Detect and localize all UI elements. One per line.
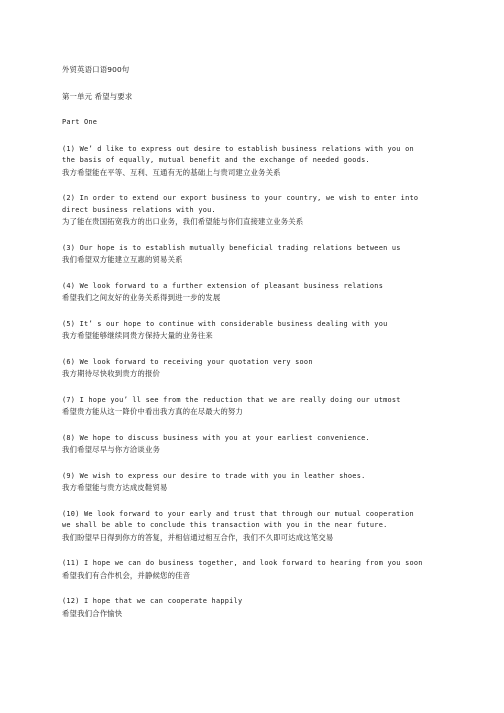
phrase-english-line: (12) I hope that we can cooperate happily [62, 597, 243, 605]
phrase-item [62, 558, 440, 581]
phrase-item [62, 471, 440, 494]
phrase-english-line: (1) We’ d like to express out desire to establish business relations with you on [62, 144, 414, 153]
phrase-chinese-translation: 我方希望能在平等、互利、互通有无的基础上与贵司建立业务关系 [62, 167, 281, 177]
phrase-item [62, 193, 440, 228]
phrase-chinese-translation: 我方希望能够继续同贵方保持大量的业务往来 [62, 331, 213, 340]
phrase-english-line: (9) We wish to express our desire to trade with you in leather shoes. [62, 471, 366, 480]
phrase-english-line: (7) I hope you’ ll see from the reduction that we are really doing our utmost [62, 395, 401, 404]
phrase-item [62, 357, 440, 380]
phrase-chinese-translation: 希望我们合作愉快 [62, 608, 123, 618]
phrase-item [62, 281, 440, 304]
phrase-english-line: (4) We look forward to a further extension of pleasant business relations [62, 281, 384, 290]
part-heading: Part One [62, 118, 98, 126]
phrase-chinese-translation: 我们希望尽早与你方洽谈业务 [62, 445, 161, 454]
phrase-chinese-translation: 我方期待尽快收到贵方的报价 [62, 369, 161, 378]
phrase-item [62, 395, 440, 418]
phrase-english-line: (6) We look forward to receiving your quotation very soon [62, 357, 313, 366]
phrase-english-line: direct business relations with you. [62, 205, 216, 214]
phrase-english-line: (5) It’ s our hope to continue with considerable business dealing with you [62, 319, 388, 328]
phrase-item [62, 433, 440, 456]
phrase-item [62, 509, 440, 544]
phrase-item [62, 243, 440, 266]
phrase-chinese-translation: 我们希望双方能建立互惠的贸易关系 [62, 255, 183, 264]
phrase-english-line: the basis of equally, mutual benefit and the exchange of needed goods. [62, 156, 370, 164]
phrase-chinese-translation: 我方希望能与贵方达成皮鞋贸易 [62, 483, 168, 492]
document-title: 外贸英语口语900句 [62, 65, 130, 74]
phrase-english-line: (11) I hope we can do business together, and look forward to hearing from you soon [62, 559, 423, 567]
phrase-chinese-translation: 希望贵方能从这一降价中看出我方真的在尽最大的努力 [62, 407, 243, 416]
phrase-english-line: (10) We look forward to your early and trust that through our mutual cooperation [62, 509, 414, 518]
phrase-item [62, 319, 440, 342]
phrase-item [62, 596, 440, 619]
phrase-english-line: (2) In order to extend our export business to your country, we wish to enter into [62, 194, 419, 202]
unit-heading: 第一单元 希望与要求 [62, 91, 133, 101]
phrase-english-line: we shall be able to conclude this transaction with you in the near future. [62, 521, 388, 529]
phrase-chinese-translation: 希望我们有合作机会，并静候您的佳音 [62, 570, 191, 580]
phrase-english-line: (3) Our hope is to establish mutually beneficial trading relations between us [62, 243, 401, 252]
document-page [62, 64, 440, 634]
phrase-item [62, 144, 440, 179]
phrase-chinese-translation: 希望我们之间友好的业务关系得到进一步的发展 [62, 293, 221, 302]
phrase-chinese-translation: 为了能在贵国拓宽我方的出口业务，我们希望能与你们直接建立业务关系 [62, 217, 304, 226]
phrase-english-line: (8) We hope to discuss business with you at your earliest convenience. [62, 433, 370, 442]
phrase-chinese-translation: 我们盼望早日得到你方的答复，并相信通过相互合作，我们不久即可达成这笔交易 [62, 532, 334, 542]
